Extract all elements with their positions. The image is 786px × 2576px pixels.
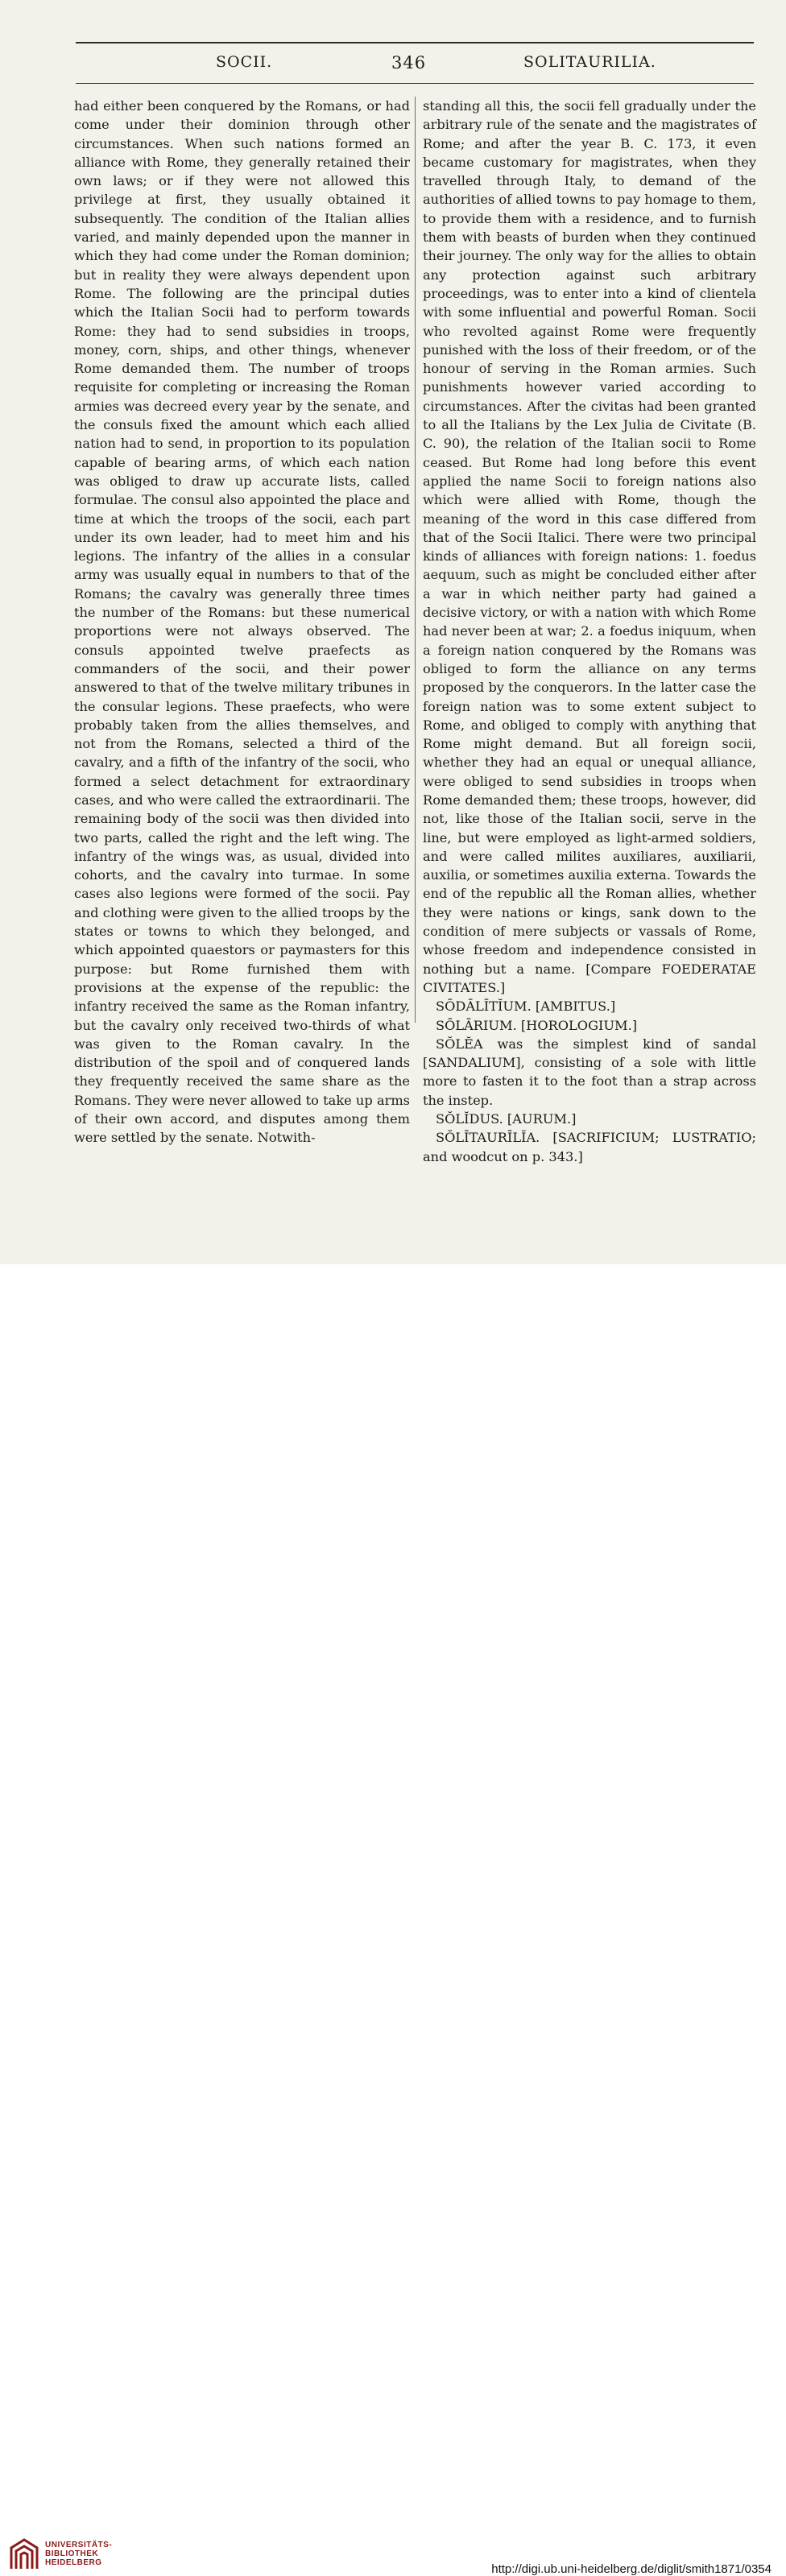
column-divider	[415, 97, 416, 1023]
left-column	[74, 97, 410, 1147]
library-name-line: UNIVERSITÄTS-	[45, 2541, 113, 2549]
entry-solea: SŎLĔA was the simplest kind of sandal [SANDALIUM], consisting of a sole with little more to fasten it to the foot than a strap across the instep.	[423, 1036, 756, 1108]
entry-solarium: SŌLĀRIUM. [HOROLOGIUM.]	[436, 1017, 638, 1033]
header-rule-bottom	[76, 83, 754, 84]
entry-solidus: SŎLĬDUS. [AURUM.]	[436, 1111, 577, 1127]
page-number: 346	[391, 53, 427, 72]
right-column	[423, 97, 756, 1166]
footer-bar	[0, 1264, 786, 2576]
left-column-text: had either been conquered by the Romans, or had come under their dominion through other circumstances. When such nations formed an alliance with Rome, they generally retained their own laws; or if they were not allowed this privilege at first, they usually obtained it subsequently. The condition of the Italian allies varied, and mainly depended upon the manner in which they had come under the Roman dominion; but in reality they were always dependent upon Rome. The following are the principal duties which the Italian Socii had to perform towards Rome: they had to send subsidies in troops, money, corn, ships, and other things, whenever Rome demanded them. The number of troops requisite for completing or increasing the Roman armies was decreed every year by the senate, and the consuls fixed the amount which each allied nation had to send, in proportion to its population capable of bearing arms, of which each nation was obliged to draw up accurate lists, called formulae. The consul also appointed the place and time at which the troops of the socii, each part under its own leader, had to meet him and his legions. The infantry of the allies in a consular army was usually equal in numbers to that of the Romans; the cavalry was generally three times the number of the Romans: but these numerical proportions were not always observed. The consuls appointed twelve praefects as commanders of the socii, and their power answered to that of the twelve military tribunes in the consular legions. These praefects, who were probably taken from the allies themselves, and not from the Romans, selected a third of the cavalry, and a fifth of the infantry of the socii, who formed a select detachment for extraordinary cases, and who were called the extraordinarii. The remaining body of the socii was then divided into two parts, called the right and the left wing. The infantry of the wings was, as usual, divided into cohorts, and the cavalry into turmae. In some cases also legions were formed of the socii. Pay and clothing were given to the allied troops by the states or towns to which they belonged, and which appointed quaestors or paymasters for this purpose: but Rome furnished them with provisions at the expense of the republic: the infantry received the same as the Roman infantry, but the cavalry only received two-thirds of what was given to the Roman cavalry. In the distribution of the spoil and of conquered lands they frequently received the same share as the Romans. They were never allowed to take up arms of their own accord, and disputes among them were settled by the senate. Notwith-	[74, 98, 410, 1146]
library-name-line: HEIDELBERG	[45, 2558, 102, 2567]
source-url-link[interactable]: http://digi.ub.uni-heidelberg.de/diglit/smith1871/0354	[491, 2562, 772, 2576]
library-logo-icon	[8, 2537, 40, 2572]
right-column-continuation: standing all this, the socii fell gradually under the arbitrary rule of the senate and the magistrates of Rome; and after the year B. C. 173, it even became customary for magistrates, when they travelled through Italy, to demand of the authorities of allied towns to pay homage to them, to provide them with a residence, and to furnish them with beasts of burden when they continued their journey. The only way for the allies to obtain any protection against such arbitrary proceedings, was to enter into a kind of clientela with some influential and powerful Roman. Socii who revolted against Rome were frequently punished with the loss of their freedom, or of the honour of serving in the Roman armies. Such punishments however varied according to circumstances. After the civitas had been granted to all the Italians by the Lex Julia de Civitate (B. C. 90), the relation of the Italian socii to Rome ceased. But Rome had long before this event applied the name Socii to foreign nations also which were allied with Rome, though the meaning of the word in this case differed from that of the Socii Italici. There were two principal kinds of alliances with foreign nations: 1. foedus aequum, such as might be concluded either after a war in which neither party had gained a decisive victory, or with a nation with which Rome had never been at war; 2. a foedus iniquum, when a foreign nation conquered by the Romans was obliged to form the alliance on any terms proposed by the conquerors. In the latter case the foreign nation was to some extent subject to Rome, and obliged to comply with anything that Rome might demand. But all foreign socii, whether they had an equal or unequal alliance, were obliged to send subsidies in troops when Rome demanded them; these troops, however, did not, like those of the Italian socii, serve in the line, but were employed as light-armed soldiers, and were called milites auxiliares, auxiliarii, auxilia, or sometimes auxilia externa. Towards the end of the republic all the Roman allies, whether they were nations or kings, sank down to the condition of mere subjects or vassals of Rome, whose freedom and independence consisted in nothing but a name. [Compare FOEDERATAE CIVITATES.]	[423, 98, 756, 995]
running-head-left: SOCII.	[216, 53, 273, 71]
entry-sodalitium: SŌDĀLĪTĬUM. [AMBITUS.]	[436, 999, 616, 1015]
header-rule-top	[76, 42, 754, 43]
running-head-right: SOLITAURILIA.	[523, 53, 656, 71]
library-name	[45, 2541, 112, 2567]
library-name-line: BIBLIOTHEK	[45, 2549, 99, 2558]
entry-solitaurilia: SŎLĪTAURĪLĬA. [SACRIFICIUM; LUSTRATIO; and woodcut on p. 343.]	[423, 1130, 756, 1164]
